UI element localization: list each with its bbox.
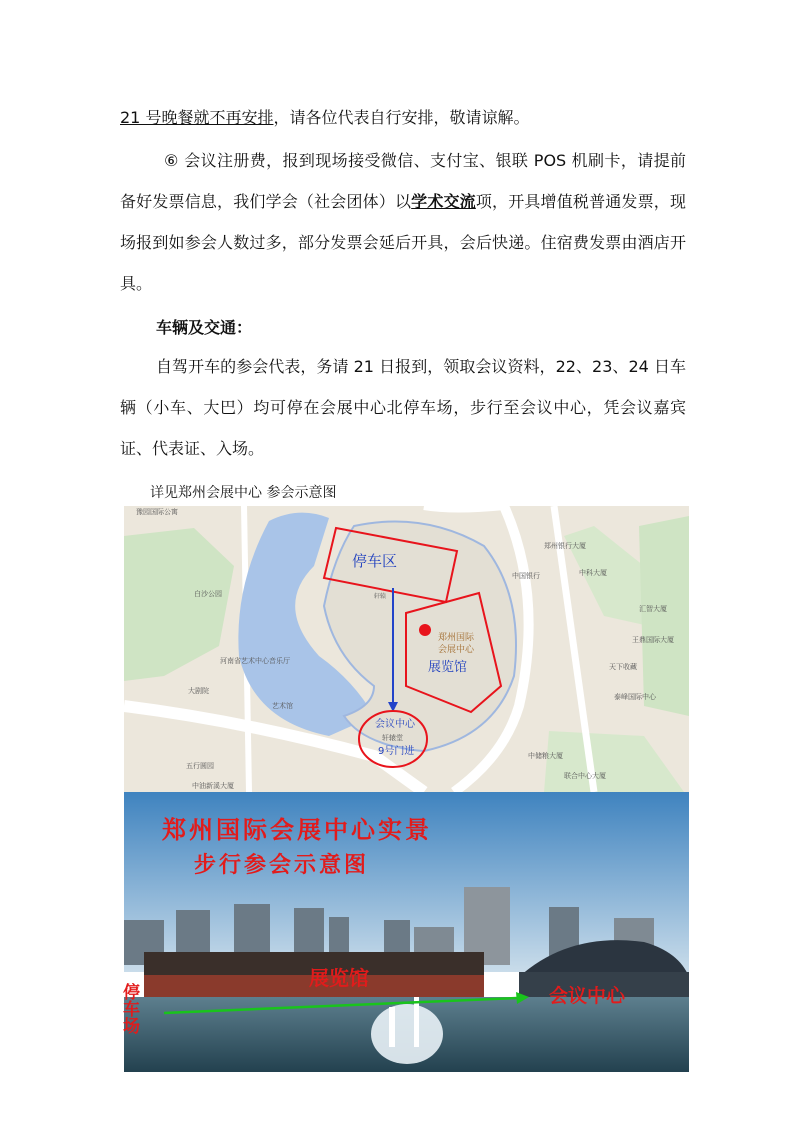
poi-label: 大剧院 (188, 687, 209, 695)
photo-conference-label: 会议中心 (549, 985, 626, 1007)
venue-photo-illustration (119, 792, 689, 1072)
conference-center-sublabel: 轩辕堂 (382, 734, 403, 742)
conference-center-label: 会议中心 (375, 719, 415, 730)
photo-fountain (371, 1004, 443, 1064)
exhibition-hall-label: 展览馆 (428, 660, 468, 675)
poi-label: 中油新溪大厦 (192, 782, 234, 790)
poi-label: 王鼎国际大厦 (632, 636, 674, 644)
poi-label: 轩辕 (374, 593, 387, 600)
venue-name-line1: 郑州国际 (438, 633, 475, 643)
poi-label: 郑州银行大厦 (544, 542, 586, 550)
photo-fountain-jet (389, 1007, 395, 1047)
paragraph-dinner-note (120, 97, 686, 138)
poi-label: 联合中心大厦 (564, 772, 606, 780)
section-heading-transport: 车辆及交通： (156, 318, 253, 337)
poi-label: 中国银行 (512, 572, 540, 580)
poi-label: 中储粮大厦 (528, 752, 563, 760)
paragraph-registration-fee (120, 140, 686, 304)
photo-parking-label: 停车场 (119, 983, 139, 1034)
venue-map (124, 506, 689, 792)
poi-label: 中科大厦 (579, 569, 607, 577)
paragraph-transport: 自驾开车的参会代表，务请 21 日报到，领取会议资料，22、23、24 日车辆（小车、大巴）均可停在会展中心北停车场，步行至会议中心，凭会议嘉宾证、代表证、入场。 (120, 357, 686, 458)
gate-label: 9号门进 (378, 746, 415, 757)
photo-svg (119, 792, 689, 1072)
map-svg (124, 506, 689, 792)
park-area-east (639, 516, 689, 716)
poi-label: 泰峰国际中心 (614, 693, 656, 701)
poi-label: 天下收藏 (609, 663, 637, 671)
photo-exhibition-label: 展览馆 (309, 966, 369, 990)
figure-caption: 详见郑州会展中心 参会示意图 (150, 485, 337, 501)
poi-label: 汇智大厦 (639, 605, 667, 613)
photo-fountain-jet (414, 997, 419, 1047)
poi-label: 河南省艺术中心音乐厅 (220, 657, 290, 665)
photo-title-line2: 步行参会示意图 (194, 853, 370, 878)
registration-fee-text: ⑥ 会议注册费，报到现场接受微信、支付宝、银联 POS 机刷卡，请提前备好发票信息，我们学会（社会团体）以 (120, 151, 686, 211)
venue-pin-icon (419, 624, 431, 636)
invoice-text: 项，开具增值税普通发票，现场报到如参会人数过多，部分发票会延后开具，会后快递。住宿费发票由酒店开具。 (120, 192, 686, 293)
dinner-note-rest: ，请各位代表自行安排，敬请谅解。 (273, 108, 530, 127)
underlined-dinner-text: 21 号晚餐就不再安排 (120, 108, 274, 127)
poi-label: 艺术馆 (272, 702, 293, 710)
parking-area-label: 停车区 (352, 552, 398, 570)
venue-name-line2: 会展中心 (438, 645, 475, 655)
road-north (424, 506, 504, 509)
poi-label: 豫园国际公寓 (136, 508, 178, 516)
poi-label: 白沙公园 (194, 590, 222, 598)
academic-exchange-term: 学术交流 (411, 192, 476, 211)
photo-title-line1: 郑州国际会展中心实景 (162, 816, 432, 844)
poi-label: 五行圆园 (186, 762, 214, 770)
